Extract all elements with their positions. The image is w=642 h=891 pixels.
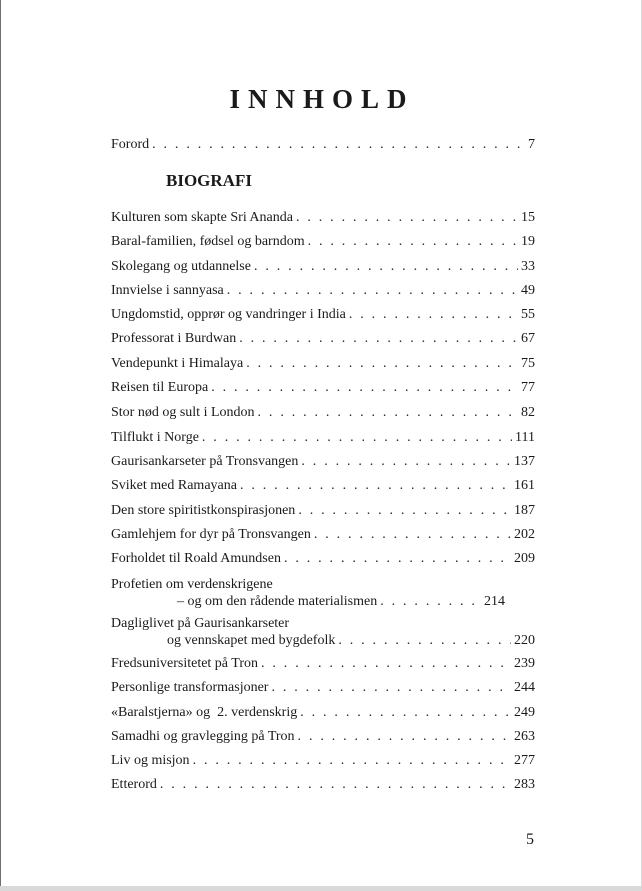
toc-entry-page: 209 bbox=[514, 551, 535, 566]
toc-entry bbox=[111, 306, 535, 323]
toc-entry-label: Sviket med Ramayana bbox=[111, 478, 237, 493]
dot-leader bbox=[298, 728, 511, 745]
toc-entry bbox=[111, 752, 535, 769]
dot-leader bbox=[240, 477, 511, 494]
toc-entry-forord bbox=[111, 136, 535, 153]
dot-leader bbox=[380, 593, 481, 610]
dot-leader bbox=[301, 453, 511, 470]
toc-entry-label: Ungdomstid, opprør og vandringer i India bbox=[111, 307, 346, 322]
toc-entry-page: 67 bbox=[521, 331, 535, 346]
dot-leader bbox=[202, 429, 512, 446]
toc-entry-label: Personlige transformasjoner bbox=[111, 680, 269, 695]
toc-entry-page: 111 bbox=[515, 430, 535, 445]
toc-entry bbox=[111, 655, 535, 672]
dot-leader bbox=[227, 282, 518, 299]
toc-entry-label: Kulturen som skapte Sri Ananda bbox=[111, 210, 293, 225]
toc-entry-page: 277 bbox=[514, 753, 535, 768]
toc-entry bbox=[111, 404, 535, 421]
toc-entry-page: 220 bbox=[514, 633, 535, 648]
toc-entry-label: Fredsuniversitetet på Tron bbox=[111, 656, 258, 671]
toc-entry-page: 49 bbox=[521, 283, 535, 298]
dot-leader bbox=[271, 679, 511, 696]
dot-leader bbox=[246, 355, 518, 372]
toc-entry-label-continued: og vennskapet med bygdefolk bbox=[167, 633, 336, 648]
toc-entry-label: Professorat i Burdwan bbox=[111, 331, 237, 346]
dot-leader bbox=[261, 655, 511, 672]
toc-entry-page: 214 bbox=[484, 594, 505, 609]
page-title: INNHOLD bbox=[229, 84, 415, 114]
page-number: 5 bbox=[526, 831, 534, 848]
dot-leader bbox=[298, 502, 511, 519]
dot-leader bbox=[254, 258, 518, 275]
toc-entry-page: 283 bbox=[514, 777, 535, 792]
toc-entry-label: Forholdet til Roald Amundsen bbox=[111, 551, 281, 566]
toc-entry-page: 75 bbox=[521, 356, 535, 371]
section-heading: BIOGRAFI bbox=[166, 171, 252, 190]
toc-entry bbox=[111, 429, 535, 446]
toc-entry-label: Dagliglivet på Gaurisankarseter bbox=[111, 616, 290, 631]
dot-leader bbox=[160, 776, 511, 793]
toc-entry bbox=[111, 679, 535, 696]
toc-entry-page: 7 bbox=[528, 137, 535, 152]
toc-entry bbox=[111, 704, 535, 721]
toc-entry-page: 33 bbox=[521, 259, 535, 274]
toc-entry bbox=[111, 233, 535, 250]
toc-entry-page: 239 bbox=[514, 656, 535, 671]
toc-entry-label: Innvielse i sannyasa bbox=[111, 283, 224, 298]
toc-entry bbox=[111, 526, 535, 543]
toc-entry-label: Baral-familien, fødsel og barndom bbox=[111, 234, 305, 249]
toc-entry-label: Liv og misjon bbox=[111, 753, 190, 768]
dot-leader bbox=[152, 136, 525, 153]
toc-entry-page: 161 bbox=[514, 478, 535, 493]
toc-entry-label: Tilflukt i Norge bbox=[111, 430, 199, 445]
dot-leader bbox=[284, 550, 511, 567]
dot-leader bbox=[239, 330, 518, 347]
toc-entry-label: Gamlehjem for dyr på Tronsvangen bbox=[111, 527, 311, 542]
toc-entry bbox=[111, 502, 535, 519]
dot-leader bbox=[193, 752, 511, 769]
toc-entry-label: Etterord bbox=[111, 777, 157, 792]
toc-entry-page: 82 bbox=[521, 405, 535, 420]
toc-entry-page: 55 bbox=[521, 307, 535, 322]
toc-entry bbox=[111, 379, 535, 396]
toc-entry-page: 202 bbox=[514, 527, 535, 542]
toc-entry-multiline bbox=[111, 576, 535, 610]
dot-leader bbox=[258, 404, 518, 421]
toc-entry-label-continued: – og om den rådende materialismen bbox=[177, 594, 378, 609]
toc-entry bbox=[111, 209, 535, 226]
toc-entry-label: Skolegang og utdannelse bbox=[111, 259, 251, 274]
dot-leader bbox=[349, 306, 518, 323]
toc-entry-page: 137 bbox=[514, 454, 535, 469]
toc-entry bbox=[111, 330, 535, 347]
toc-entry-page: 263 bbox=[514, 729, 535, 744]
toc-entry bbox=[111, 477, 535, 494]
toc-entry-page: 15 bbox=[521, 210, 535, 225]
toc-entry-page: 19 bbox=[521, 234, 535, 249]
toc-entry-label: Gaurisankarseter på Tronsvangen bbox=[111, 454, 299, 469]
toc-entry bbox=[111, 355, 535, 372]
toc-entry-label: Profetien om verdenskrigene bbox=[111, 577, 273, 592]
toc-entry bbox=[111, 282, 535, 299]
toc-entry-page: 187 bbox=[514, 503, 535, 518]
toc-entry-label: Samadhi og gravlegging på Tron bbox=[111, 729, 295, 744]
dot-leader bbox=[338, 632, 511, 649]
toc-entry-label: Forord bbox=[111, 137, 150, 152]
dot-leader bbox=[314, 526, 511, 543]
toc-entry bbox=[111, 728, 535, 745]
toc-entry-label: Reisen til Europa bbox=[111, 380, 209, 395]
toc-entry bbox=[111, 550, 535, 567]
toc-entry-page: 249 bbox=[514, 705, 535, 720]
toc-entry bbox=[111, 258, 535, 275]
dot-leader bbox=[296, 209, 518, 226]
dot-leader bbox=[308, 233, 518, 250]
toc-entry-page: 244 bbox=[514, 680, 535, 695]
dot-leader bbox=[300, 704, 511, 721]
toc-entry-multiline bbox=[111, 615, 535, 649]
dot-leader bbox=[211, 379, 518, 396]
toc-entry-page: 77 bbox=[521, 380, 535, 395]
toc-entry bbox=[111, 453, 535, 470]
toc-entry-label: Den store spiritistkonspirasjonen bbox=[111, 503, 296, 518]
toc-entry-label: Vendepunkt i Himalaya bbox=[111, 356, 244, 371]
toc-entry-label: «Baralstjerna» og 2. verdenskrig bbox=[111, 705, 298, 720]
toc-entry-label: Stor nød og sult i London bbox=[111, 405, 255, 420]
toc-entry bbox=[111, 776, 535, 793]
